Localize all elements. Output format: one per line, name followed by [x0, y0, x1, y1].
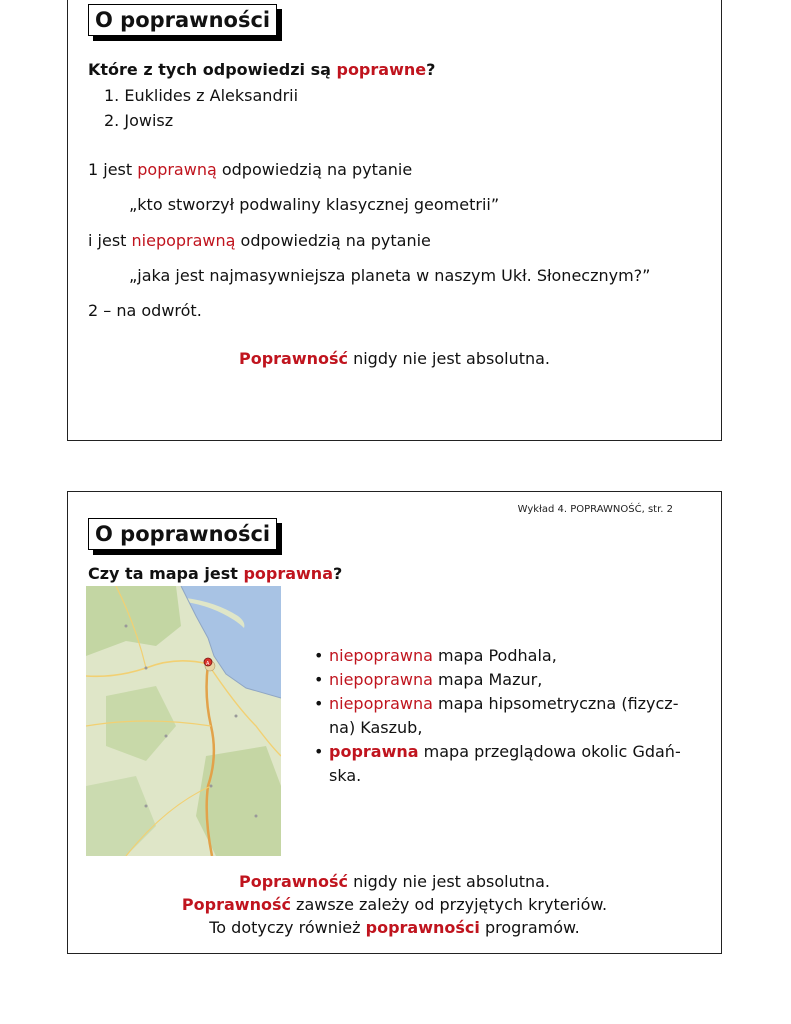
- statement-text: 1 jest: [88, 160, 138, 179]
- list-item-continuation: [314, 716, 684, 740]
- list-item: [314, 740, 684, 764]
- conclusion: [68, 349, 721, 368]
- answer-1: 1. Euklides z Aleksandrii: [104, 86, 299, 105]
- statement-2: [88, 231, 431, 250]
- map-marker-label: A: [206, 661, 210, 667]
- question-suffix: ?: [426, 60, 436, 79]
- bullet-icon: •: [314, 670, 324, 689]
- question-highlight: poprawne: [336, 60, 427, 79]
- bullet-highlight: niepoprawna: [329, 670, 433, 689]
- conclusion-highlight: poprawności: [365, 918, 480, 937]
- conclusion-1: [68, 872, 721, 891]
- question: [88, 60, 435, 79]
- bullet-text: na) Kaszub,: [329, 718, 423, 737]
- bullet-icon: •: [314, 694, 324, 713]
- slide-title: O poprawności: [88, 518, 277, 550]
- slide-2: [67, 491, 722, 954]
- statement-suffix: odpowiedzią na pytanie: [216, 160, 413, 179]
- conclusion-text: zawsze zależy od przyjętych kryteriów.: [290, 895, 608, 914]
- slide-title: O poprawności: [88, 4, 277, 36]
- bullet-highlight: poprawna: [329, 742, 419, 761]
- conclusion-highlight: Poprawność: [238, 872, 348, 891]
- statement-text: i jest: [88, 231, 132, 250]
- bullet-highlight: niepoprawna: [329, 694, 433, 713]
- question-suffix: ?: [333, 564, 343, 583]
- conclusion-text: nigdy nie jest absolutna.: [348, 872, 551, 891]
- bullet-text: mapa Podhala,: [432, 646, 557, 665]
- quote-2: „jaka jest najmasywniejsza planeta w naszym Ukł. Słonecznym?”: [129, 266, 651, 285]
- conclusion-highlight: Poprawność: [181, 895, 291, 914]
- list-item: [314, 692, 684, 716]
- map-illustration: [86, 586, 281, 856]
- conclusion-suffix: programów.: [479, 918, 580, 937]
- bullet-icon: •: [314, 646, 324, 665]
- question-text: Które z tych odpowiedzi są: [88, 60, 337, 79]
- list-item-continuation: [314, 764, 684, 788]
- conclusion-2: [68, 895, 721, 914]
- statement-suffix: odpowiedzią na pytanie: [235, 231, 431, 250]
- answer-2: 2. Jowisz: [104, 111, 174, 130]
- question-highlight: poprawna: [243, 564, 333, 583]
- slide-1: [67, 0, 722, 441]
- bullet-text: mapa hipsometryczna (fizycz-: [432, 694, 679, 713]
- list-item: [314, 644, 684, 668]
- bullet-text: mapa Mazur,: [432, 670, 543, 689]
- slide-header-note: [518, 0, 673, 1]
- list-item: [314, 668, 684, 692]
- statement-highlight: poprawną: [137, 160, 217, 179]
- bullet-text: ska.: [329, 766, 362, 785]
- slide-header-note: Wykład 4. POPRAWNOŚĆ, str. 2: [517, 504, 673, 515]
- conclusion-text: To dotyczy również: [209, 918, 366, 937]
- question: [88, 564, 342, 583]
- bullet-icon: •: [314, 742, 324, 761]
- quote-1: „kto stworzył podwaliny klasycznej geometrii”: [129, 195, 500, 214]
- bullet-highlight: niepoprawna: [329, 646, 433, 665]
- map-image: [86, 586, 281, 856]
- statement-3: 2 – na odwrót.: [88, 301, 202, 320]
- conclusion-3: [68, 918, 721, 937]
- statement-highlight: niepoprawną: [131, 231, 236, 250]
- conclusion-highlight: Poprawność: [238, 349, 348, 368]
- question-text: Czy ta mapa jest: [88, 564, 244, 583]
- bullet-text: mapa przeglądowa okolic Gdań-: [418, 742, 681, 761]
- conclusion-text: nigdy nie jest absolutna.: [348, 349, 551, 368]
- bullet-list: [314, 644, 684, 788]
- statement-1: [88, 160, 412, 179]
